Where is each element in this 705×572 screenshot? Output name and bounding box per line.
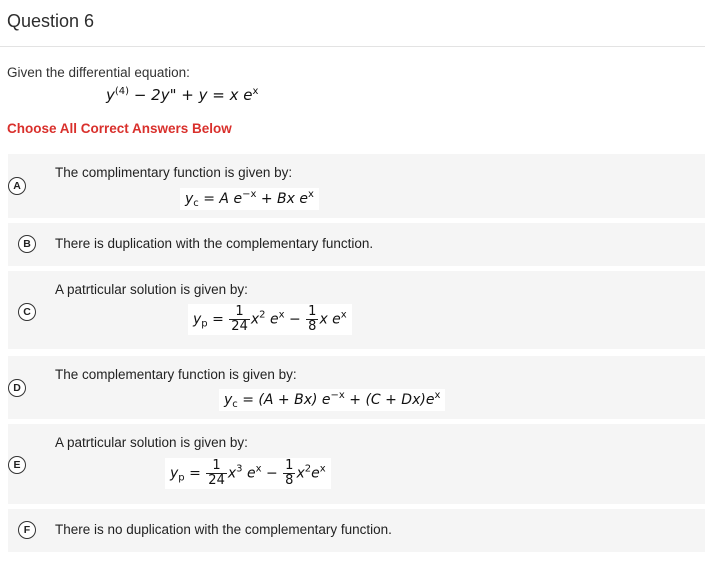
option-a-formula: $y_c = A$ $e^{-x} + Bx$ $e^x$: [180, 188, 319, 210]
option-b-text: There is duplication with the complementary function.: [55, 236, 374, 251]
option-e-formula: $y_p$ = $\frac{1}{24}$ $x^3$ $e^x$ − $\frac{1}{8}$ $x^2e^x$: [165, 458, 331, 489]
option-d-formula: $y_c = (A + Bx) e^{-x} + (C + Dx)e^x$: [219, 389, 445, 411]
option-e-text: A patrticular solution is given by:: [55, 435, 248, 450]
option-c-badge[interactable]: C: [18, 303, 36, 321]
option-f-text: There is no duplication with the complementary function.: [55, 522, 392, 537]
choose-all-label: Choose All Correct Answers Below: [7, 121, 232, 136]
differential-equation: $y^{(4)} - 2y$" + y = x $e^x$: [106, 86, 259, 104]
option-a-text: The complimentary function is given by:: [55, 165, 293, 180]
option-b[interactable]: [8, 223, 705, 266]
option-a-badge[interactable]: A: [8, 177, 26, 195]
option-e-badge[interactable]: E: [8, 456, 26, 474]
option-a[interactable]: [8, 154, 705, 218]
option-d[interactable]: [8, 356, 705, 419]
option-c-text: A patrticular solution is given by:: [55, 282, 248, 297]
option-f-badge[interactable]: F: [18, 521, 36, 539]
option-d-text: The complementary function is given by:: [55, 367, 297, 382]
option-b-badge[interactable]: B: [18, 235, 36, 253]
option-d-badge[interactable]: D: [8, 379, 26, 397]
given-text: Given the differential equation:: [7, 65, 190, 80]
option-c-formula: $y_p$ = $\frac{1}{24}$ $x^2$ $e^x$ − $\frac{1}{8}$ x $e^x$: [188, 304, 352, 335]
option-e[interactable]: [8, 424, 705, 504]
option-c[interactable]: [8, 271, 705, 349]
option-f[interactable]: [8, 509, 705, 552]
question-title: Question 6: [7, 11, 95, 31]
divider: [0, 46, 705, 47]
